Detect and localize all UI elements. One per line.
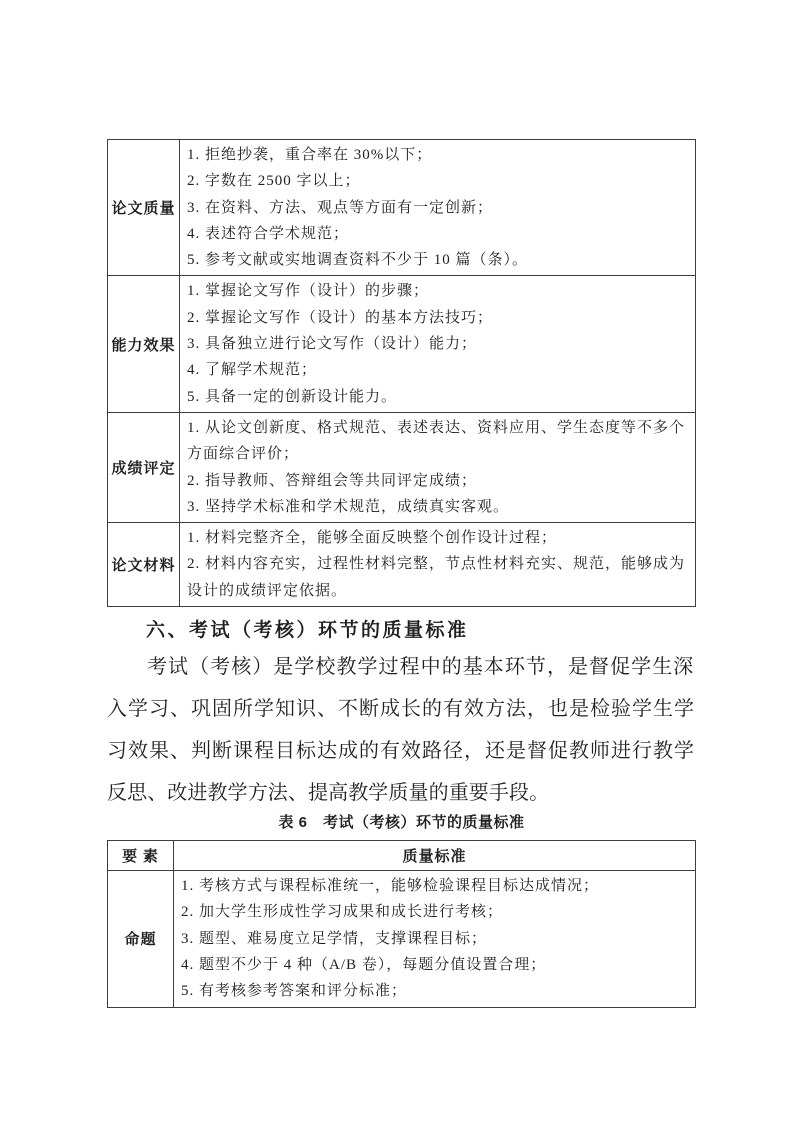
row-label: 成绩评定 [108, 412, 180, 522]
exam-quality-table [107, 840, 696, 1007]
quality-item: 5. 参考文献或实地调查资料不少于 10 篇（条）。 [187, 252, 529, 269]
quality-item: 3. 坚持学术标准和学术规范，成绩真实客观。 [187, 498, 510, 515]
paragraph-line: 入学习、巩固所学知识、不断成长的有效方法，也是检验学生学 [107, 698, 695, 721]
quality-item: 2. 加大学生形成性学习成果和成长进行考核； [181, 904, 504, 921]
row-items [180, 140, 696, 276]
body-paragraph [107, 646, 696, 814]
section-heading: 六、考试（考核）环节的质量标准 [146, 620, 469, 642]
row-label: 论文材料 [108, 523, 180, 607]
quality-item: 2. 指导教师、答辩组会等共同评定成绩； [187, 472, 478, 489]
table-row [108, 140, 696, 276]
quality-item: 2. 字数在 2500 字以上； [187, 173, 361, 190]
row-items [180, 276, 696, 412]
table-header-row [108, 841, 696, 871]
row-label: 论文质量 [108, 140, 180, 276]
quality-item: 5. 具备一定的创新设计能力。 [187, 388, 398, 405]
table-row [108, 276, 696, 412]
paragraph-line: 习效果、判断课程目标达成的有效路径，还是督促教师进行教学 [107, 740, 695, 763]
row-items [180, 412, 696, 522]
header-cell-element: 要 素 [108, 841, 174, 871]
row-items [174, 871, 696, 1007]
thesis-quality-table [107, 139, 696, 607]
quality-item: 4. 表述符合学术规范； [187, 225, 350, 242]
table-row [108, 412, 696, 522]
paragraph-line: 反思、改进教学方法、提高教学质量的重要手段。 [107, 782, 550, 805]
quality-item: 3. 在资料、方法、观点等方面有一定创新； [187, 199, 494, 216]
quality-item: 4. 题型不少于 4 种（A/B 卷），每题分值设置合理； [181, 956, 547, 973]
quality-item: 1. 掌握论文写作（设计）的步骤； [187, 283, 430, 300]
row-items [180, 523, 696, 607]
row-label: 能力效果 [108, 276, 180, 412]
table-row [108, 871, 696, 1007]
row-label: 命题 [108, 871, 174, 1007]
header-cell-standard: 质量标准 [174, 841, 696, 871]
quality-item: 1. 从论文创新度、格式规范、表述表达、资料应用、学生态度等不多个方面综合评价； [187, 419, 686, 463]
quality-item: 1. 拒绝抄袭，重合率在 30%以下； [187, 147, 433, 163]
paragraph-line: 考试（考核）是学校教学过程中的基本环节，是督促学生深 [147, 656, 695, 679]
quality-item: 2. 掌握论文写作（设计）的基本方法技巧； [187, 309, 494, 326]
quality-item: 3. 具备独立进行论文写作（设计）能力； [187, 336, 478, 353]
quality-item: 2. 材料内容充实，过程性材料完整，节点性材料充实、规范，能够成为设计的成绩评定依据。 [187, 556, 686, 599]
table-caption: 表 6 考试（考核）环节的质量标准 [278, 814, 525, 832]
quality-item: 1. 材料完整齐全，能够全面反映整个创作设计过程； [187, 530, 558, 547]
table-row [108, 523, 696, 607]
quality-item: 1. 考核方式与课程标准统一，能够检验课程目标达成情况； [181, 878, 600, 895]
quality-item: 4. 了解学术规范； [187, 362, 318, 379]
quality-item: 5. 有考核参考答案和评分标准； [181, 983, 408, 1000]
quality-item: 3. 题型、难易度立足学情，支撑课程目标； [181, 930, 488, 947]
